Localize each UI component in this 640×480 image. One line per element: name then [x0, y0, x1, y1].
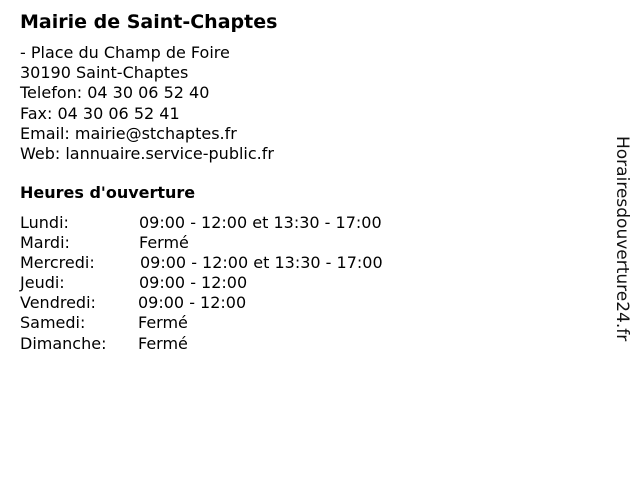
hours-heading: Heures d'ouverture — [20, 183, 196, 202]
phone-number: Telefon: 04 30 06 52 40 — [20, 83, 210, 103]
day-label: Mardi: — [20, 233, 70, 253]
contact-block — [20, 43, 274, 164]
day-label: Jeudi: — [20, 273, 65, 293]
day-label: Vendredi: — [20, 293, 96, 313]
page-title: Mairie de Saint-Chaptes — [20, 11, 278, 33]
time-value: 09:00 - 12:00 — [138, 293, 247, 313]
website-link: Web: lannuaire.service-public.fr — [20, 143, 274, 163]
time-value: Fermé — [139, 233, 189, 253]
fax-number: Fax: 04 30 06 52 41 — [20, 103, 180, 123]
day-label: Dimanche: — [20, 333, 107, 353]
side-watermark — [612, 136, 632, 376]
time-value: 09:00 - 12:00 et 13:30 - 17:00 — [140, 253, 383, 273]
time-value: 09:00 - 12:00 — [139, 273, 248, 293]
time-value: Fermé — [138, 333, 188, 353]
address-city: 30190 Saint-Chaptes — [20, 63, 189, 83]
day-label: Samedi: — [20, 313, 86, 333]
brand-text: Horairesdouverture24.fr — [612, 136, 632, 342]
email-address: Email: mairie@stchaptes.fr — [20, 123, 237, 143]
time-value: 09:00 - 12:00 et 13:30 - 17:00 — [139, 213, 382, 232]
day-label: Lundi: — [20, 213, 69, 232]
time-value: Fermé — [138, 313, 188, 333]
day-label: Mercredi: — [20, 253, 95, 273]
address-street: - Place du Champ de Foire — [20, 43, 230, 62]
